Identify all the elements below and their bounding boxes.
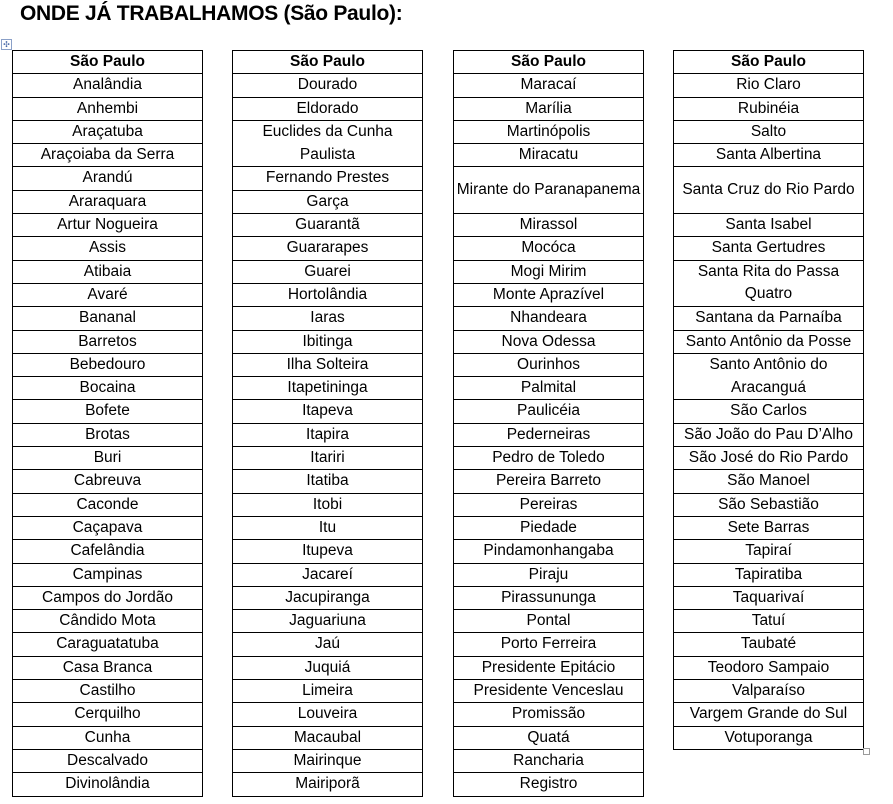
city-cell: Atibaia xyxy=(13,260,203,283)
city-cell: Quatá xyxy=(454,726,644,749)
table-row xyxy=(454,540,644,563)
city-cell: Fernando Prestes xyxy=(233,167,423,190)
city-cell: Santo Antônio do Aracanguá xyxy=(674,353,864,400)
city-cell: Jacupiranga xyxy=(233,586,423,609)
city-cell: Mocóca xyxy=(454,237,644,260)
table-row xyxy=(13,656,203,679)
city-cell: Martinópolis xyxy=(454,120,644,143)
table-row xyxy=(13,167,203,190)
table-row xyxy=(233,330,423,353)
table-row xyxy=(674,610,864,633)
city-cell: Araçoiaba da Serra xyxy=(13,144,203,167)
city-cell: São João do Pau D’Alho xyxy=(674,423,864,446)
city-cell: Caraguatatuba xyxy=(13,633,203,656)
table-row xyxy=(233,516,423,539)
table-row xyxy=(674,633,864,656)
table-row xyxy=(233,633,423,656)
table-row xyxy=(13,120,203,143)
table-row xyxy=(674,447,864,470)
city-cell: Guarantã xyxy=(233,214,423,237)
table-row xyxy=(13,260,203,283)
city-cell: Jaguariuna xyxy=(233,610,423,633)
table-row xyxy=(13,74,203,97)
table-row xyxy=(233,214,423,237)
city-cell: São Manoel xyxy=(674,470,864,493)
table-row xyxy=(674,680,864,703)
table-row xyxy=(13,749,203,772)
table-row xyxy=(233,423,423,446)
table-row xyxy=(233,656,423,679)
table-row xyxy=(674,330,864,353)
table-row xyxy=(674,260,864,307)
city-cell: Analândia xyxy=(13,74,203,97)
table-row xyxy=(13,423,203,446)
city-cell: Macaubal xyxy=(233,726,423,749)
city-cell: Pirassununga xyxy=(454,586,644,609)
city-table-4 xyxy=(673,50,864,750)
city-cell: Pereira Barreto xyxy=(454,470,644,493)
table-row xyxy=(13,214,203,237)
city-cell: Maracaí xyxy=(454,74,644,97)
table-row xyxy=(674,726,864,749)
city-cell: Guararapes xyxy=(233,237,423,260)
city-cell: Louveira xyxy=(233,703,423,726)
table-row xyxy=(454,260,644,283)
table-row xyxy=(13,353,203,376)
table-row xyxy=(13,680,203,703)
city-cell: São Carlos xyxy=(674,400,864,423)
city-cell: Itobi xyxy=(233,493,423,516)
table-row xyxy=(13,633,203,656)
city-cell: Arandú xyxy=(13,167,203,190)
table-row xyxy=(454,400,644,423)
table-row xyxy=(233,307,423,330)
table-row xyxy=(454,470,644,493)
city-cell: Brotas xyxy=(13,423,203,446)
table-row xyxy=(674,237,864,260)
city-cell: Limeira xyxy=(233,680,423,703)
city-cell: Descalvado xyxy=(13,749,203,772)
city-cell: Anhembi xyxy=(13,97,203,120)
city-cell: Iaras xyxy=(233,307,423,330)
table-row xyxy=(233,167,423,190)
table-row xyxy=(233,353,423,376)
city-cell: Pereiras xyxy=(454,493,644,516)
table-row xyxy=(674,540,864,563)
city-cell: Santana da Parnaíba xyxy=(674,307,864,330)
table-row xyxy=(233,540,423,563)
city-cell: Ibitinga xyxy=(233,330,423,353)
city-cell: Tatuí xyxy=(674,610,864,633)
table-row xyxy=(13,307,203,330)
table-row xyxy=(13,400,203,423)
table-row xyxy=(454,74,644,97)
table-row xyxy=(674,97,864,120)
table-row xyxy=(233,120,423,167)
city-cell: Santo Antônio da Posse xyxy=(674,330,864,353)
city-table-3 xyxy=(453,50,644,797)
city-cell: Itapetininga xyxy=(233,377,423,400)
table-header: São Paulo xyxy=(454,51,644,74)
city-cell: Promissão xyxy=(454,703,644,726)
city-cell: Itupeva xyxy=(233,540,423,563)
city-cell: Divinolândia xyxy=(13,773,203,796)
table-row xyxy=(13,586,203,609)
city-cell: Itu xyxy=(233,516,423,539)
city-cell: Taquarivaí xyxy=(674,586,864,609)
table-row xyxy=(454,120,644,143)
table-row xyxy=(454,447,644,470)
city-cell: Campos do Jordão xyxy=(13,586,203,609)
table-row xyxy=(233,470,423,493)
city-cell: Eldorado xyxy=(233,97,423,120)
table-row xyxy=(454,773,644,796)
table-row xyxy=(454,377,644,400)
table-row xyxy=(674,120,864,143)
city-cell: Barretos xyxy=(13,330,203,353)
table-row xyxy=(454,633,644,656)
table-row xyxy=(454,283,644,306)
table-row xyxy=(233,726,423,749)
city-cell: Cunha xyxy=(13,726,203,749)
city-cell: Marília xyxy=(454,97,644,120)
city-table-1 xyxy=(12,50,203,797)
table-row xyxy=(233,97,423,120)
table-row xyxy=(13,563,203,586)
city-cell: Piedade xyxy=(454,516,644,539)
table-row xyxy=(233,586,423,609)
city-cell: São Sebastião xyxy=(674,493,864,516)
table-resize-handle[interactable] xyxy=(863,748,870,755)
table-row xyxy=(674,353,864,400)
table-row xyxy=(674,586,864,609)
table-row xyxy=(13,190,203,213)
city-cell: Itariri xyxy=(233,447,423,470)
table-row xyxy=(233,190,423,213)
city-cell: Bocaina xyxy=(13,377,203,400)
city-cell: Piraju xyxy=(454,563,644,586)
city-cell: Casa Branca xyxy=(13,656,203,679)
table-row xyxy=(454,516,644,539)
table-row xyxy=(674,656,864,679)
city-cell: Assis xyxy=(13,237,203,260)
table-row xyxy=(13,447,203,470)
city-cell: Ilha Solteira xyxy=(233,353,423,376)
table-row xyxy=(13,703,203,726)
city-cell: Pontal xyxy=(454,610,644,633)
city-cell: Guarei xyxy=(233,260,423,283)
city-cell: Miracatu xyxy=(454,144,644,167)
table-row xyxy=(233,447,423,470)
table-row xyxy=(13,726,203,749)
table-row xyxy=(454,703,644,726)
table-row xyxy=(674,400,864,423)
city-table-2 xyxy=(232,50,423,797)
city-cell: Mairinque xyxy=(233,749,423,772)
city-cell: Cabreuva xyxy=(13,470,203,493)
city-cell: Santa Rita do Passa Quatro xyxy=(674,260,864,307)
table-row xyxy=(674,307,864,330)
city-cell: Itapeva xyxy=(233,400,423,423)
city-cell: Dourado xyxy=(233,74,423,97)
table-row xyxy=(454,610,644,633)
table-row xyxy=(233,237,423,260)
city-cell: Rancharia xyxy=(454,749,644,772)
city-cell: Pederneiras xyxy=(454,423,644,446)
city-cell: Jacareí xyxy=(233,563,423,586)
table-row xyxy=(674,74,864,97)
table-row xyxy=(674,214,864,237)
table-row xyxy=(13,516,203,539)
city-cell: Hortolândia xyxy=(233,283,423,306)
table-row xyxy=(13,470,203,493)
city-cell: Cerquilho xyxy=(13,703,203,726)
table-row xyxy=(233,703,423,726)
city-cell: Valparaíso xyxy=(674,680,864,703)
city-cell: Votuporanga xyxy=(674,726,864,749)
table-row xyxy=(13,283,203,306)
table-row xyxy=(233,680,423,703)
city-cell: Cafelândia xyxy=(13,540,203,563)
table-row xyxy=(233,749,423,772)
city-cell: Mogi Mirim xyxy=(454,260,644,283)
table-row xyxy=(233,400,423,423)
table-row xyxy=(454,307,644,330)
city-cell: Santa Albertina xyxy=(674,144,864,167)
city-cell: Avaré xyxy=(13,283,203,306)
table-header: São Paulo xyxy=(13,51,203,74)
city-cell: Juquiá xyxy=(233,656,423,679)
city-cell: Mirassol xyxy=(454,214,644,237)
city-cell: Euclides da Cunha Paulista xyxy=(233,120,423,167)
city-cell: Itapira xyxy=(233,423,423,446)
city-cell: Araçatuba xyxy=(13,120,203,143)
table-row xyxy=(454,330,644,353)
city-cell: Vargem Grande do Sul xyxy=(674,703,864,726)
table-row xyxy=(233,260,423,283)
city-cell: Castilho xyxy=(13,680,203,703)
table-row xyxy=(13,144,203,167)
table-row xyxy=(233,563,423,586)
table-row xyxy=(13,610,203,633)
table-row xyxy=(674,493,864,516)
table-row xyxy=(674,703,864,726)
table-row xyxy=(454,493,644,516)
city-cell: Porto Ferreira xyxy=(454,633,644,656)
table-row xyxy=(13,773,203,796)
table-row xyxy=(674,563,864,586)
city-cell: Registro xyxy=(454,773,644,796)
city-cell: Campinas xyxy=(13,563,203,586)
city-cell: Cândido Mota xyxy=(13,610,203,633)
city-cell: Sete Barras xyxy=(674,516,864,539)
city-cell: Araraquara xyxy=(13,190,203,213)
table-row xyxy=(233,773,423,796)
city-cell: Pindamonhangaba xyxy=(454,540,644,563)
table-row xyxy=(674,423,864,446)
table-row xyxy=(454,656,644,679)
table-row xyxy=(454,214,644,237)
city-cell: Tapiratiba xyxy=(674,563,864,586)
city-cell: Jaú xyxy=(233,633,423,656)
city-cell: Rubinéia xyxy=(674,97,864,120)
city-cell: Nova Odessa xyxy=(454,330,644,353)
table-move-handle-icon[interactable]: ✣ xyxy=(1,39,12,50)
city-cell: Garça xyxy=(233,190,423,213)
table-row xyxy=(454,97,644,120)
page-title: ONDE JÁ TRABALHAMOS (São Paulo): xyxy=(20,2,403,25)
table-row xyxy=(674,516,864,539)
table-row xyxy=(454,563,644,586)
city-cell: Salto xyxy=(674,120,864,143)
city-cell: Bofete xyxy=(13,400,203,423)
table-row xyxy=(233,493,423,516)
table-row xyxy=(13,493,203,516)
table-row xyxy=(233,377,423,400)
city-cell: Itatiba xyxy=(233,470,423,493)
table-row xyxy=(454,586,644,609)
table-row xyxy=(13,237,203,260)
table-row xyxy=(454,423,644,446)
table-row xyxy=(13,377,203,400)
city-cell: Pedro de Toledo xyxy=(454,447,644,470)
city-cell: Santa Gertudres xyxy=(674,237,864,260)
table-row xyxy=(674,144,864,167)
table-row xyxy=(454,144,644,167)
table-row xyxy=(13,330,203,353)
city-cell: Monte Aprazível xyxy=(454,283,644,306)
table-row xyxy=(454,680,644,703)
city-cell: Bananal xyxy=(13,307,203,330)
city-cell: Caconde xyxy=(13,493,203,516)
city-cell: Teodoro Sampaio xyxy=(674,656,864,679)
table-row xyxy=(454,237,644,260)
city-cell: Paulicéia xyxy=(454,400,644,423)
city-cell: Nhandeara xyxy=(454,307,644,330)
city-cell: Santa Cruz do Rio Pardo xyxy=(674,167,864,214)
city-cell: Santa Isabel xyxy=(674,214,864,237)
table-row xyxy=(454,749,644,772)
city-cell: Caçapava xyxy=(13,516,203,539)
city-cell: Presidente Epitácio xyxy=(454,656,644,679)
city-cell: Tapiraí xyxy=(674,540,864,563)
table-row xyxy=(233,610,423,633)
table-row xyxy=(13,97,203,120)
table-header: São Paulo xyxy=(674,51,864,74)
table-header: São Paulo xyxy=(233,51,423,74)
city-cell: Bebedouro xyxy=(13,353,203,376)
table-row xyxy=(674,470,864,493)
city-cell: Buri xyxy=(13,447,203,470)
table-row xyxy=(454,353,644,376)
city-cell: Presidente Venceslau xyxy=(454,680,644,703)
table-row xyxy=(13,540,203,563)
city-cell: Mirante do Paranapanema xyxy=(454,167,644,214)
table-row xyxy=(233,74,423,97)
city-cell: São José do Rio Pardo xyxy=(674,447,864,470)
city-cell: Ourinhos xyxy=(454,353,644,376)
table-row xyxy=(454,167,644,214)
city-cell: Rio Claro xyxy=(674,74,864,97)
table-row xyxy=(454,726,644,749)
city-cell: Palmital xyxy=(454,377,644,400)
city-cell: Taubaté xyxy=(674,633,864,656)
city-cell: Mairiporã xyxy=(233,773,423,796)
city-cell: Artur Nogueira xyxy=(13,214,203,237)
table-row xyxy=(233,283,423,306)
table-row xyxy=(674,167,864,214)
